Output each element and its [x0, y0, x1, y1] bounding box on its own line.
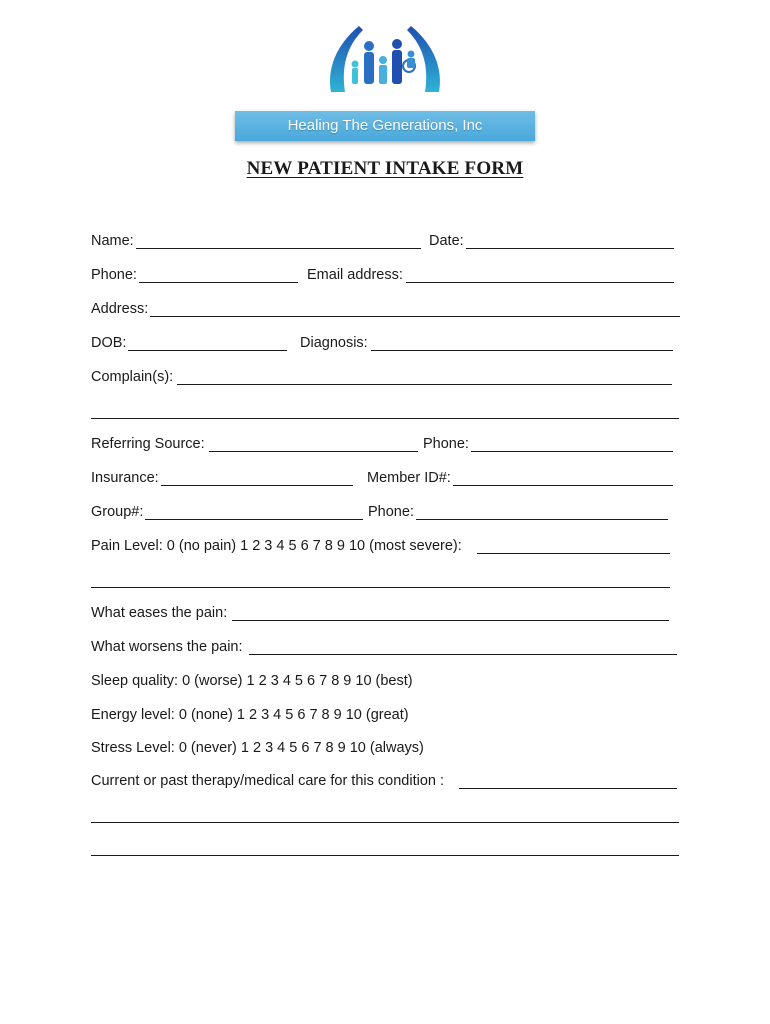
stress-level-scale: Stress Level: 0 (never) 1 2 3 4 5 6 7 8 9 10 (always) — [91, 740, 424, 756]
current-therapy-field[interactable] — [91, 772, 677, 792]
date-label: Date: — [429, 233, 464, 249]
phone-field[interactable] — [91, 266, 298, 286]
referring-phone-field[interactable] — [423, 435, 673, 455]
eases-pain-field[interactable] — [91, 604, 669, 624]
email-field[interactable] — [307, 266, 674, 286]
referring-source-label: Referring Source: — [91, 436, 205, 452]
date-field[interactable] — [429, 232, 674, 252]
family-hands-logo-icon — [325, 22, 445, 94]
energy-level-scale: Energy level: 0 (none) 1 2 3 4 5 6 7 8 9 10 (great) — [91, 707, 409, 723]
eases-pain-label: What eases the pain: — [91, 605, 228, 621]
group-phone-field[interactable] — [368, 503, 668, 523]
pain-level-label: Pain Level: 0 (no pain) 1 2 3 4 5 6 7 8 9 10 (most severe): — [91, 538, 462, 554]
complaints-label: Complain(s): — [91, 369, 174, 385]
name-label: Name: — [91, 233, 134, 249]
dob-field[interactable] — [91, 334, 287, 354]
complaints-field[interactable] — [91, 368, 672, 388]
group-phone-label: Phone: — [368, 504, 414, 520]
worsens-pain-label: What worsens the pain: — [91, 639, 243, 655]
current-therapy-extra-line-2[interactable] — [91, 855, 679, 856]
worsens-pain-field[interactable] — [91, 638, 677, 658]
name-field[interactable] — [91, 232, 421, 252]
email-label: Email address: — [307, 267, 403, 283]
member-id-label: Member ID#: — [367, 470, 451, 486]
pain-level-field[interactable] — [91, 537, 670, 557]
diagnosis-field[interactable] — [300, 334, 673, 354]
pain-level-extra-line[interactable] — [91, 587, 670, 588]
referring-phone-label: Phone: — [423, 436, 469, 452]
diagnosis-label: Diagnosis: — [300, 335, 368, 351]
group-label: Group#: — [91, 504, 144, 520]
phone-label: Phone: — [91, 267, 137, 283]
organization-banner: Healing The Generations, Inc — [235, 111, 535, 141]
current-therapy-label: Current or past therapy/medical care for this condition : — [91, 773, 444, 789]
complaints-extra-line[interactable] — [91, 418, 679, 419]
group-field[interactable] — [91, 503, 363, 523]
address-label: Address: — [91, 301, 149, 317]
insurance-label: Insurance: — [91, 470, 159, 486]
current-therapy-extra-line-1[interactable] — [91, 822, 679, 823]
insurance-field[interactable] — [91, 469, 353, 489]
dob-label: DOB: — [91, 335, 127, 351]
form-title: NEW PATIENT INTAKE FORM — [246, 158, 524, 179]
member-id-field[interactable] — [367, 469, 673, 489]
referring-source-field[interactable] — [91, 435, 418, 455]
sleep-quality-scale: Sleep quality: 0 (worse) 1 2 3 4 5 6 7 8 9 10 (best) — [91, 673, 413, 689]
address-field[interactable] — [91, 300, 680, 320]
